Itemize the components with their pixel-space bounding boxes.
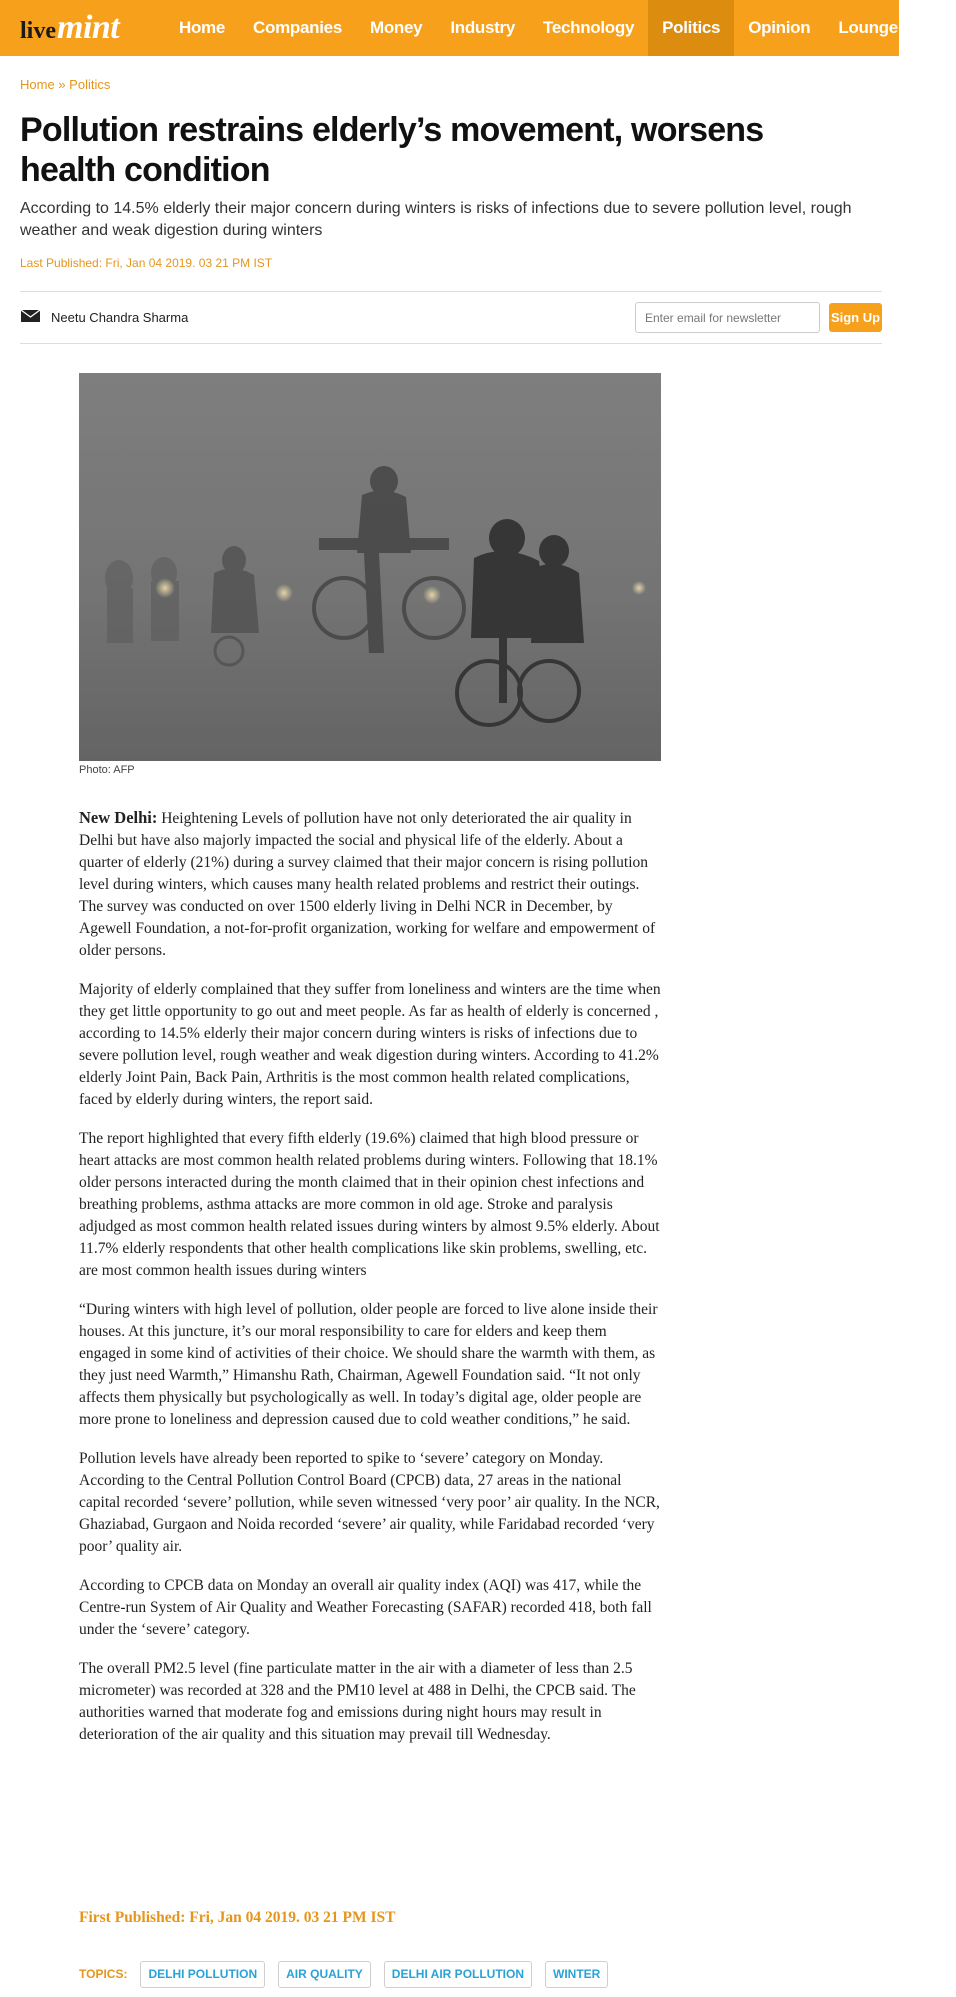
topic-tag[interactable]: DELHI POLLUTION <box>140 1961 265 1988</box>
topics-section <box>79 1960 621 1988</box>
breadcrumb-separator: » <box>58 77 66 92</box>
paragraph-text: The report highlighted that every fifth elderly (19.6%) claimed that high blood pressure or heart attacks are most common health related problems during winters. Following that 18.1% older persons interacted during the month claimed that in their opinion chest infections and breathing problems, asthma attacks are more common in old age. Stroke and paralysis adjudged as most common health related issues during winters by almost 9.5% elderly. About 11.7% elderly respondents that other health complications like skin problems, swelling, etc. are most common health issues during winters <box>79 1130 660 1279</box>
first-published-date: First Published: Fri, Jan 04 2019. 03 21 PM IST <box>79 1909 396 1926</box>
paragraph-text: The overall PM2.5 level (fine particulate matter in the air with a diameter of less than 2.5 micrometer) was recorded at 328 and the PM10 level at 488 in Delhi, the CPCB said. The authorities warned that moderate fog and emissions during night hours may result in deterioration of the air quality and this situation may prevail till Wednesday. <box>79 1660 636 1743</box>
top-navigation-bar <box>0 0 943 56</box>
photo-credit: Photo: AFP <box>79 764 135 776</box>
nav-menu <box>165 0 956 56</box>
article-paragraph <box>79 1575 662 1641</box>
logo-live-text: live <box>20 18 56 44</box>
paragraph-text: According to CPCB data on Monday an overall air quality index (AQI) was 417, while the Centre-run System of Air Quality and Weather Forecasting (SAFAR) recorded 418, both fall under the ‘severe’ category. <box>79 1577 652 1638</box>
nav-item-ai[interactable]: AI <box>925 18 943 37</box>
topics-label: TOPICS: <box>79 1967 128 1981</box>
dateline: New Delhi: <box>79 808 158 827</box>
paragraph-text: Pollution levels have already been reported to spike to ‘severe’ category on Monday. According to the Central Pollution Control Board (CPCB) data, 27 areas in the national capital recorded ‘severe’ pollution, while seven witnessed ‘very poor’ air quality. In the NCR, Ghaziabad, Gurgaon and Noida recorded ‘severe’ air quality, while Faridabad recorded ‘very poor’ quality air. <box>79 1450 660 1555</box>
newsletter-signup-button[interactable]: Sign Up <box>829 303 882 332</box>
article-paragraph <box>79 1448 662 1558</box>
nav-item-home[interactable]: Home <box>179 18 226 37</box>
article-title: Pollution restrains elderly’s movement, worsens health condition <box>20 111 764 189</box>
livemint-logo[interactable] <box>20 8 119 48</box>
foggy-street-image <box>79 373 661 761</box>
divider-bottom <box>20 343 882 344</box>
logo-mint-text: mint <box>57 9 120 46</box>
breadcrumb-section-link[interactable]: Politics <box>69 77 111 92</box>
article-paragraph <box>79 1658 662 1746</box>
last-published-date: Last Published: Fri, Jan 04 2019. 03 21 PM IST <box>20 256 273 270</box>
article-paragraph <box>79 807 662 962</box>
paragraph-text: Heightening Levels of pollution have not only deteriorated the air quality in Delhi but have also majorly impacted the social and physical life of the elderly. About a quarter of elderly (21%) during a survey claimed that their major concern is rising pollution level during winters, which causes many health related problems and restrict their outings. The survey was conducted on over 1500 elderly living in Delhi NCR in December, by Agewell Foundation, a not-for-profit organization, working for welfare and empowerment of older persons. <box>79 810 656 959</box>
topic-tag[interactable]: DELHI AIR POLLUTION <box>384 1961 532 1988</box>
nav-item-technology[interactable]: Technology <box>543 18 635 37</box>
paragraph-text: Majority of elderly complained that they suffer from loneliness and winters are the time when they get little opportunity to go out and meet people. As far as health of elderly is concerned , according to 14.5% elderly their major concern during winters is risks of infections due to severe pollution level, rough weather and weak digestion during winters. According to 41.2% elderly Joint Pain, Back Pain, Arthritis is the most common health related complications, faced by elderly during winters, the report said. <box>79 981 661 1108</box>
author-name[interactable]: Neetu Chandra Sharma <box>51 310 189 325</box>
article-summary: According to 14.5% elderly their major concern during winters is risks of infections due to severe pollution level, rough weather and weak digestion during winters <box>20 200 852 239</box>
divider-top <box>20 291 882 292</box>
newsletter-email-input[interactable] <box>635 302 820 333</box>
breadcrumb <box>20 77 110 92</box>
nav-item-politics[interactable]: Politics <box>648 0 734 56</box>
article-body <box>79 807 662 1763</box>
nav-item-opinion[interactable]: Opinion <box>748 18 811 37</box>
mail-icon[interactable] <box>21 310 40 322</box>
paragraph-text: “During winters with high level of pollution, older people are forced to live alone inside their houses. At this juncture, it’s our moral responsibility to care for elders and keep them engaged in some kind of activities of their choice. We should share the warmth with them, as they just need Warmth,” Himanshu Rath, Chairman, Agewell Foundation said. “It not only affects them physically but psychologically as well. In today’s digital age, older people are more prone to loneliness and depression caused due to cold weather conditions,” he said. <box>79 1301 658 1428</box>
nav-item-lounge[interactable]: Lounge <box>838 18 898 37</box>
breadcrumb-home-link[interactable]: Home <box>20 77 55 92</box>
article-photo <box>79 373 661 761</box>
article-paragraph <box>79 979 662 1111</box>
nav-item-money[interactable]: Money <box>369 18 423 37</box>
nav-item-industry[interactable]: Industry <box>450 18 515 37</box>
topic-tag[interactable]: AIR QUALITY <box>278 1961 371 1988</box>
topic-tag[interactable]: WINTER <box>545 1961 608 1988</box>
nav-item-companies[interactable]: Companies <box>253 18 342 37</box>
author-row <box>20 300 882 336</box>
article-paragraph <box>79 1299 662 1431</box>
article-paragraph <box>79 1128 662 1282</box>
